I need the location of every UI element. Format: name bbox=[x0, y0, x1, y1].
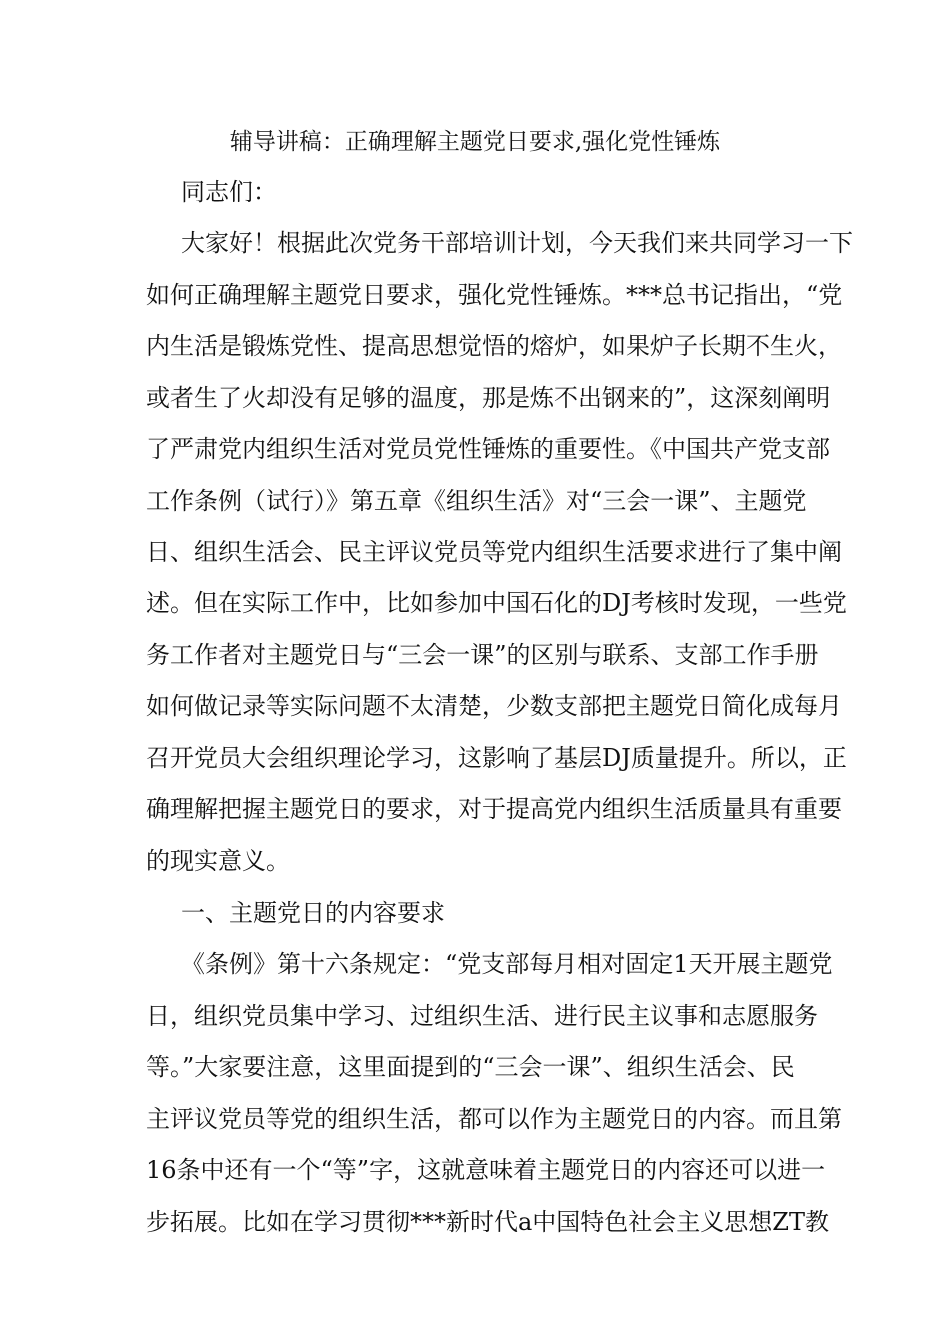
paragraph-line: 《条例》第十六条规定：“党支部每月相对固定1天开展主题党 bbox=[181, 950, 833, 978]
paragraph-line: 务工作者对主题党日与“三会一课”的区别与联系、支部工作手册 bbox=[146, 641, 819, 669]
paragraph-line: 如何做记录等实际问题不太清楚，少数支部把主题党日简化成每月 bbox=[146, 692, 842, 720]
paragraph-line: 步拓展。比如在学习贯彻***新时代a中国特色社会主义思想ZT教 bbox=[146, 1208, 829, 1236]
paragraph-line: 或者生了火却没有足够的温度，那是炼不出钢来的”，这深刻阐明 bbox=[146, 384, 831, 412]
greeting: 同志们： bbox=[181, 178, 277, 206]
paragraph-line: 日，组织党员集中学习、过组织生活、进行民主议事和志愿服务 bbox=[146, 1002, 818, 1030]
section-heading: 一、主题党日的内容要求 bbox=[181, 899, 445, 927]
paragraph-line: 的现实意义。 bbox=[146, 847, 290, 875]
paragraph-line: 大家好！根据此次党务干部培训计划，今天我们来共同学习一下 bbox=[181, 229, 853, 257]
paragraph-line: 工作条例（试行）》第五章《组织生活》对“三会一课”、主题党 bbox=[146, 487, 807, 515]
paragraph-line: 等。”大家要注意，这里面提到的“三会一课”、组织生活会、民 bbox=[146, 1053, 795, 1081]
paragraph-line: 内生活是锻炼党性、提高思想觉悟的熔炉，如果炉子长期不生火， bbox=[146, 332, 842, 360]
paragraph-line: 主评议党员等党的组织生活，都可以作为主题党日的内容。而且第 bbox=[146, 1105, 842, 1133]
paragraph-line: 日、组织生活会、民主评议党员等党内组织生活要求进行了集中阐 bbox=[146, 538, 842, 566]
paragraph-line: 召开党员大会组织理论学习，这影响了基层DJ质量提升。所以，正 bbox=[146, 744, 847, 772]
paragraph-line: 确理解把握主题党日的要求，对于提高党内组织生活质量具有重要 bbox=[146, 795, 842, 823]
paragraph-line: 述。但在实际工作中，比如参加中国石化的DJ考核时发现，一些党 bbox=[146, 589, 847, 617]
paragraph-line: 16条中还有一个“等”字，这就意味着主题党日的内容还可以进一 bbox=[146, 1156, 826, 1184]
paragraph-line: 如何正确理解主题党日要求，强化党性锤炼。***总书记指出，“党 bbox=[146, 281, 843, 309]
paragraph-line: 了严肃党内组织生活对党员党性锤炼的重要性。《中国共产党支部 bbox=[146, 435, 830, 463]
document-title: 辅导讲稿：正确理解主题党日要求,强化党性锤炼 bbox=[229, 129, 721, 155]
